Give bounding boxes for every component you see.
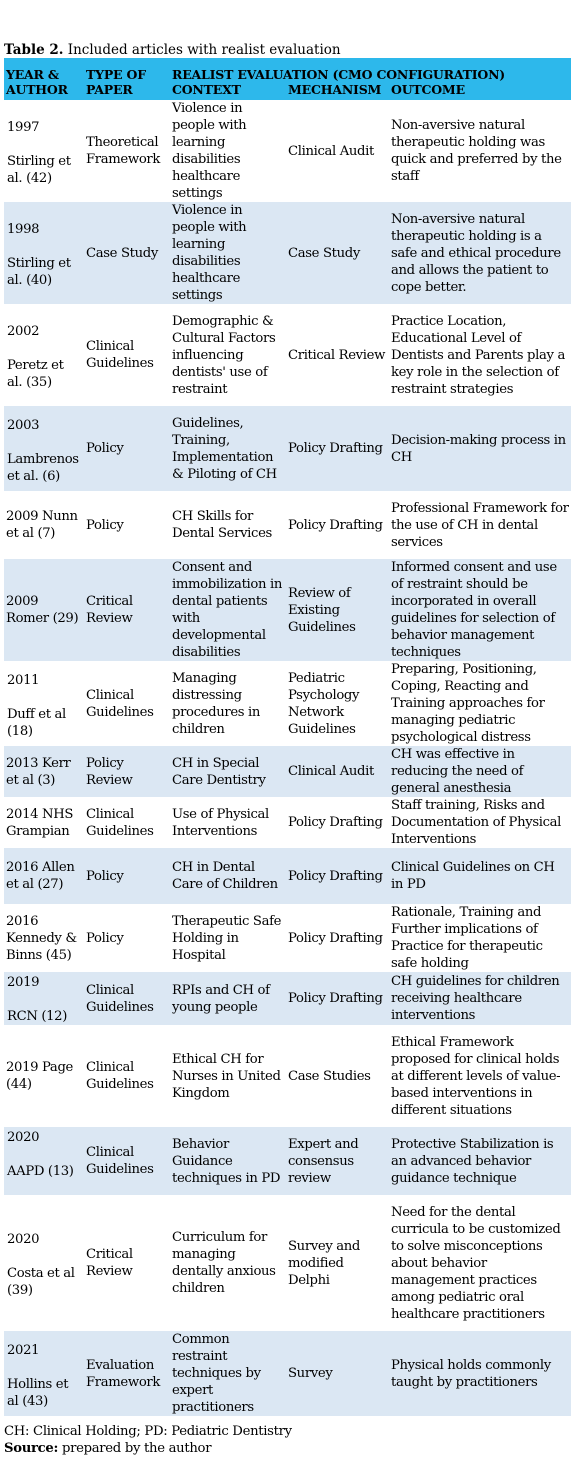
cell-year-author (4, 1195, 84, 1331)
header-type: TYPE OF PAPER (84, 58, 170, 100)
cell-context: Common restraint techniques by expert practitioners (170, 1331, 286, 1416)
cell-mechanism: Survey and modified Delphi (288, 1238, 361, 1288)
cell-type: Clinical Guidelines (86, 806, 154, 839)
cell-mechanism: Survey (286, 1331, 389, 1416)
cell-context: Therapeutic Safe Holding in Hospital (172, 913, 282, 963)
cell-mechanism: Clinical Audit (286, 746, 389, 797)
cell-type: Policy (86, 930, 124, 946)
caption-label: Table 2. (4, 42, 64, 58)
cell-outcome: Ethical Framework proposed for clinical holds at different levels of value-based interventions in different situations (391, 1034, 561, 1118)
cell-type: Clinical Guidelines (86, 687, 154, 720)
cell-outcome: Informed consent and use of restraint should be incorporated in overall guidelines for selection of behavior management techniques (389, 559, 571, 661)
author: Hollins et al (43) (7, 1376, 69, 1409)
table-row (4, 848, 571, 904)
header-year-author: YEAR & AUTHOR (4, 58, 84, 100)
cell-type: Policy (86, 517, 124, 533)
cell-context: Behavior Guidance techniques in PD (170, 1127, 286, 1195)
cell-mechanism: Case Study (286, 202, 389, 304)
author: Duff et al (18) (7, 706, 66, 739)
table-row (4, 406, 571, 491)
cell-year-author: 2014 NHS Grampian (6, 806, 74, 839)
year: 2020 (7, 1232, 40, 1247)
cell-type: Policy (84, 848, 170, 904)
cell-type: Policy (84, 406, 170, 491)
cell-outcome: Protective Stabilization is an advanced behavior guidance technique (389, 1127, 571, 1195)
author: Stirling et al. (42) (7, 154, 71, 186)
table-row (4, 491, 571, 559)
cell-type: Clinical Guidelines (84, 1127, 170, 1195)
header-realist-evaluation: REALIST EVALUATION (CMO CONFIGURATION) (170, 58, 571, 82)
header-context: CONTEXT (170, 82, 286, 100)
table-body (4, 100, 571, 1416)
author: Stirling et al. (40) (7, 256, 71, 288)
cell-year-author (4, 202, 84, 304)
cell-year-author: 2019 Page (44) (6, 1060, 73, 1092)
cell-year-author: 2009 Nunn et al (7) (6, 509, 78, 541)
cell-context: Curriculum for managing dentally anxious children (172, 1230, 276, 1296)
cell-context: CH in Special Care Dentistry (170, 746, 286, 797)
year: 2002 (7, 324, 40, 339)
cell-year-author: 2016 Kennedy & Binns (45) (6, 913, 77, 963)
cell-type: Case Study (84, 202, 170, 304)
source-text: prepared by the author (58, 1441, 212, 1456)
table-row (4, 1127, 571, 1195)
cell-outcome: Staff training, Risks and Documentation of Physical Interventions (391, 798, 562, 847)
table-row (4, 304, 571, 406)
cell-outcome: CH was effective in reducing the need of general anesthesia (389, 746, 571, 797)
cell-year-author (4, 1127, 84, 1195)
year: 2011 (7, 672, 40, 688)
cell-context: CH Skills for Dental Services (172, 509, 272, 541)
header-mechanism: MECHANISM (286, 82, 389, 100)
cell-outcome: Physical holds commonly taught by practitioners (389, 1331, 571, 1416)
cell-year-author (4, 406, 84, 491)
year: 2019 (7, 975, 40, 990)
table-row (4, 661, 571, 746)
cell-year-author (4, 1331, 84, 1416)
cell-mechanism: Clinical Audit (288, 143, 374, 159)
year: 2021 (7, 1342, 40, 1358)
cell-mechanism: Policy Drafting (288, 517, 383, 533)
cell-type: Policy Review (84, 746, 170, 797)
cell-outcome: Rationale, Training and Further implications of Practice for therapeutic safe holding (391, 905, 543, 971)
cell-mechanism: Expert and consensus review (286, 1127, 389, 1195)
cell-mechanism: Case Studies (288, 1068, 371, 1084)
cell-year-author (4, 100, 84, 202)
cell-outcome: Need for the dental curricula to be customized to solve misconceptions about behavior management practices among pediatric oral healthcare practitioners (391, 1204, 561, 1322)
cell-context: Managing distressing procedures in children (172, 670, 261, 737)
table-row (4, 1195, 571, 1331)
cell-outcome: Practice Location, Educational Level of Dentists and Parents play a key role in the selection of restraint strategies (391, 313, 565, 397)
table-row (4, 1331, 571, 1416)
cell-type: Clinical Guidelines (86, 339, 154, 371)
cell-mechanism: Critical Review (288, 347, 386, 363)
cell-year-author: 2013 Kerr et al (3) (4, 746, 84, 797)
cell-context: Violence in people with learning disabilities healthcare settings (170, 202, 286, 304)
cell-context: Consent and immobilization in dental patients with developmental disabilities (170, 559, 286, 661)
cell-outcome: Non-aversive natural therapeutic holding was quick and preferred by the staff (391, 118, 562, 184)
cell-context: Demographic & Cultural Factors influencing dentists' use of restraint (172, 313, 276, 397)
cell-year-author (4, 661, 84, 746)
cell-type: Critical Review (86, 1247, 133, 1279)
cell-outcome: Decision-making process in CH (389, 406, 571, 491)
author: Lambrenos et al. (6) (7, 451, 79, 484)
cell-outcome: Professional Framework for the use of CH in dental services (391, 500, 569, 550)
table-row (4, 1025, 571, 1127)
cell-context: RPIs and CH of young people (170, 972, 286, 1025)
caption-text: Included articles with realist evaluation (63, 42, 341, 58)
cell-type: Theoretical Framework (86, 135, 160, 167)
cell-context: Guidelines, Training, Implementation & Piloting of CH (170, 406, 286, 491)
year: 2003 (7, 417, 40, 433)
table-row (4, 797, 571, 848)
cell-year-author: 2009 Romer (29) (4, 559, 84, 661)
author: RCN (12) (7, 1009, 68, 1024)
author: AAPD (13) (7, 1164, 74, 1179)
cell-context: CH in Dental Care of Children (170, 848, 286, 904)
cell-mechanism: Policy Drafting (286, 848, 389, 904)
cell-type: Clinical Guidelines (86, 1060, 154, 1092)
cell-context: Ethical CH for Nurses in United Kingdom (172, 1051, 281, 1101)
year: 2020 (7, 1130, 40, 1145)
cell-mechanism: Pediatric Psychology Network Guidelines (288, 670, 360, 737)
cell-mechanism: Policy Drafting (288, 815, 383, 830)
cell-mechanism: Review of Existing Guidelines (286, 559, 389, 661)
cell-type: Critical Review (84, 559, 170, 661)
year: 1997 (7, 120, 40, 135)
cell-outcome: Clinical Guidelines on CH in PD (389, 848, 571, 904)
table-row (4, 972, 571, 1025)
cell-context: Use of Physical Interventions (172, 806, 269, 839)
footnote: CH: Clinical Holding; PD: Pediatric Dentistry (4, 1424, 292, 1439)
year: 1998 (7, 222, 40, 237)
cell-outcome: Preparing, Positioning, Coping, Reacting and Training approaches for managing pediatric psychological distress (391, 662, 545, 745)
header-outcome: OUTCOME (389, 82, 571, 100)
articles-table (4, 58, 571, 1416)
table-row (4, 904, 571, 972)
cell-type: Evaluation Framework (84, 1331, 170, 1416)
cell-mechanism: Policy Drafting (288, 930, 383, 946)
cell-outcome: CH guidelines for children receiving healthcare interventions (389, 972, 571, 1025)
author: Peretz et al. (35) (7, 358, 64, 390)
cell-mechanism: Policy Drafting (286, 972, 389, 1025)
table-row (4, 559, 571, 661)
source-label: Source: (4, 1441, 59, 1456)
cell-year-author (4, 304, 84, 406)
table-caption (4, 41, 341, 59)
table-row (4, 100, 571, 202)
cell-outcome: Non-aversive natural therapeutic holding is a safe and ethical procedure and allows the patient to cope better. (389, 202, 571, 304)
table-row (4, 202, 571, 304)
cell-year-author: 2016 Allen et al (27) (4, 848, 84, 904)
source-note (4, 1440, 211, 1457)
cell-mechanism: Policy Drafting (286, 406, 389, 491)
cell-year-author (4, 972, 84, 1025)
cell-context: Violence in people with learning disabilities healthcare settings (172, 101, 247, 201)
cell-type: Clinical Guidelines (84, 972, 170, 1025)
author: Costa et al (39) (7, 1266, 75, 1298)
table-row (4, 746, 571, 797)
